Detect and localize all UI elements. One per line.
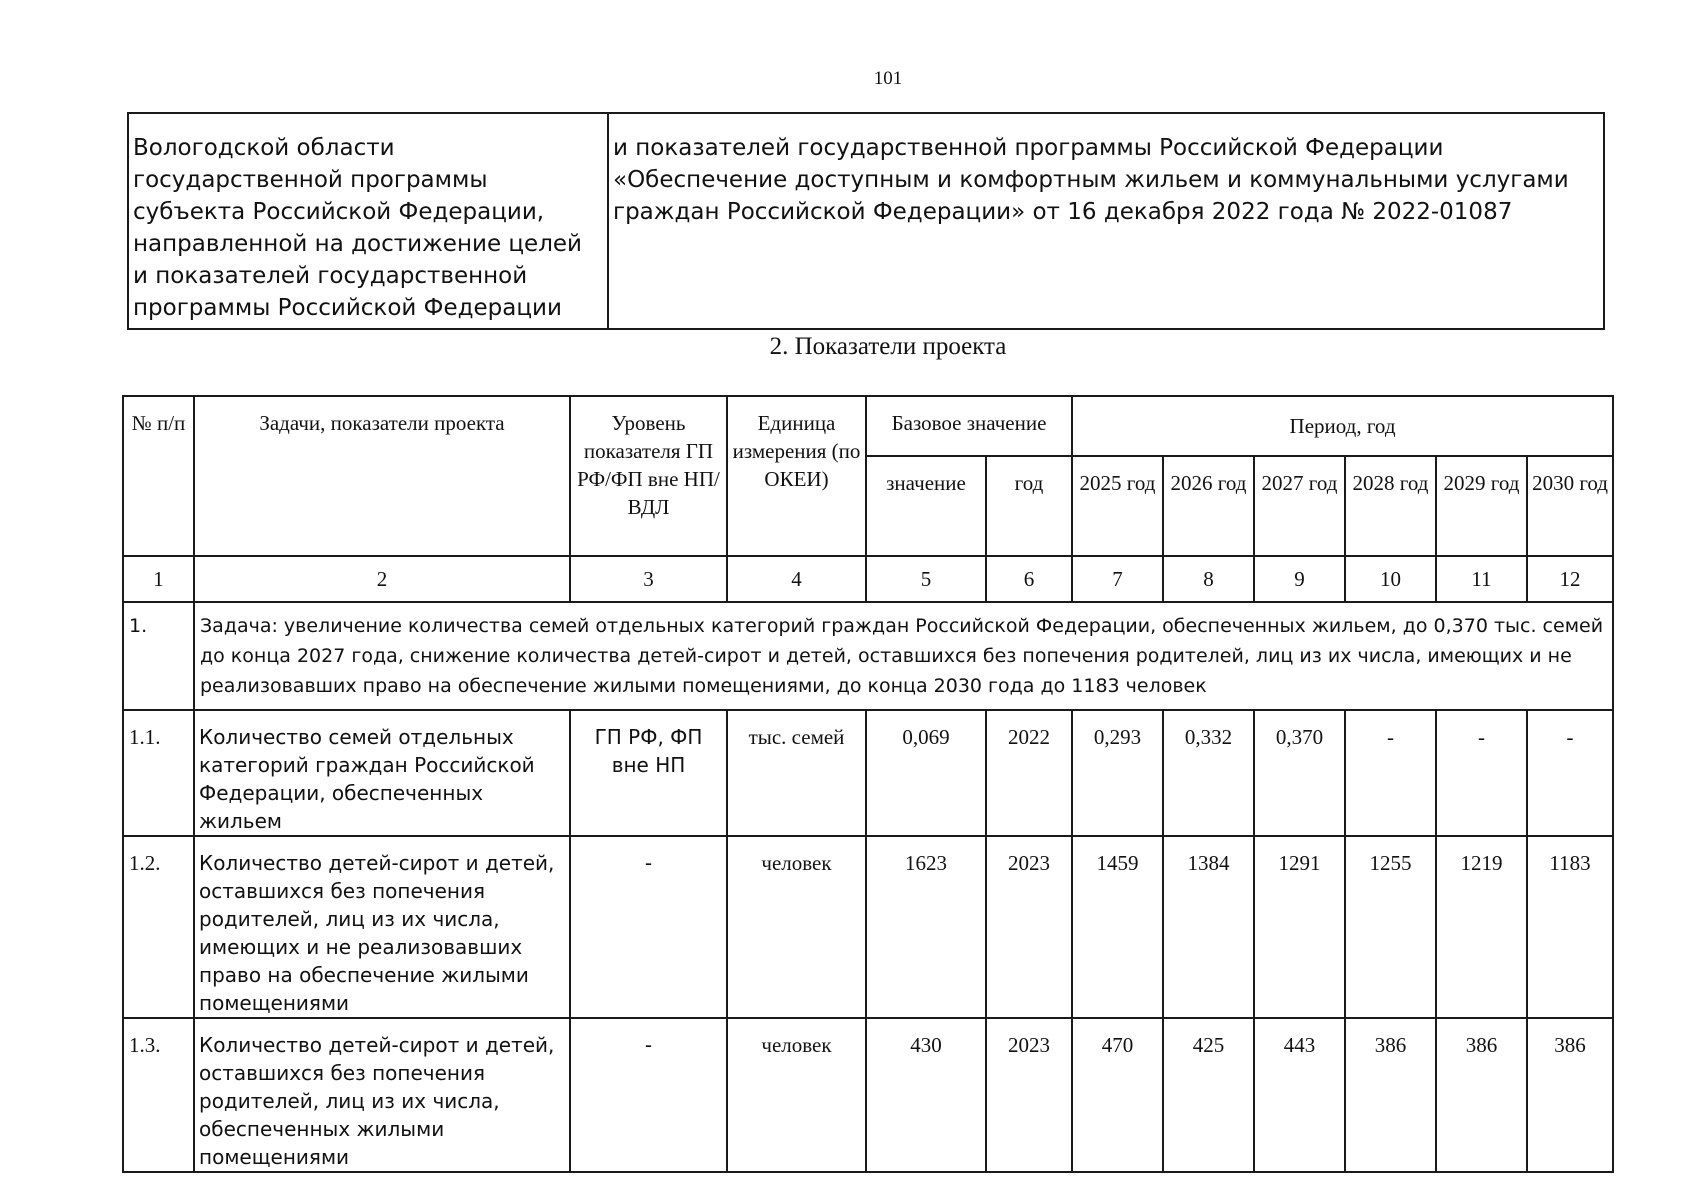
row-base-year: 2023 bbox=[986, 1018, 1072, 1172]
row-value: - bbox=[1436, 710, 1527, 836]
row-num: 1.3. bbox=[123, 1018, 194, 1172]
row-value: 470 bbox=[1072, 1018, 1163, 1172]
row-value: 386 bbox=[1345, 1018, 1436, 1172]
header-tasks: Задачи, показатели проекта bbox=[194, 396, 570, 556]
row-level: ГП РФ, ФП вне НП bbox=[570, 710, 727, 836]
row-value: 0,370 bbox=[1254, 710, 1345, 836]
row-value: 1291 bbox=[1254, 836, 1345, 1018]
row-level: - bbox=[570, 1018, 727, 1172]
row-value: 386 bbox=[1527, 1018, 1613, 1172]
header-year-2029: 2029 год bbox=[1436, 456, 1527, 556]
header-base-year: год bbox=[986, 456, 1072, 556]
column-number: 12 bbox=[1527, 556, 1613, 602]
row-value: 1384 bbox=[1163, 836, 1254, 1018]
task-text: Задача: увеличение количества семей отдельных категорий граждан Российской Федерации, обеспеченных жильем, до 0,370 тыс. семей до конца 2027 года, снижение количества детей-сирот и детей, оставшихся без попечения родителей, лиц из их числа, имеющих и не реализовавших право на обеспечение жилыми помещениями, до конца 2030 года до 1183 человек bbox=[194, 602, 1613, 710]
column-number: 3 bbox=[570, 556, 727, 602]
header-year-2025: 2025 год bbox=[1072, 456, 1163, 556]
column-number: 9 bbox=[1254, 556, 1345, 602]
row-value: 443 bbox=[1254, 1018, 1345, 1172]
program-info-row bbox=[128, 113, 1604, 329]
header-year-2028: 2028 год bbox=[1345, 456, 1436, 556]
row-value: 386 bbox=[1436, 1018, 1527, 1172]
header-year-2030: 2030 год bbox=[1527, 456, 1613, 556]
row-level: - bbox=[570, 836, 727, 1018]
table-row bbox=[123, 1018, 1613, 1172]
header-base: Базовое значение bbox=[866, 396, 1072, 456]
row-value: 1219 bbox=[1436, 836, 1527, 1018]
column-number: 6 bbox=[986, 556, 1072, 602]
row-unit: человек bbox=[727, 836, 866, 1018]
page-number: 101 bbox=[873, 68, 903, 89]
row-num: 1.2. bbox=[123, 836, 194, 1018]
row-value: 1459 bbox=[1072, 836, 1163, 1018]
column-number: 2 bbox=[194, 556, 570, 602]
row-base-year: 2022 bbox=[986, 710, 1072, 836]
row-value: 425 bbox=[1163, 1018, 1254, 1172]
header-base-value: значение bbox=[866, 456, 986, 556]
header-level: Уровень показателя ГП РФ/ФП вне НП/ВДЛ bbox=[570, 396, 727, 556]
header-year-2026: 2026 год bbox=[1163, 456, 1254, 556]
row-name: Количество семей отдельных категорий граждан Российской Федерации, обеспеченных жильем bbox=[194, 710, 570, 836]
row-base-value: 1623 bbox=[866, 836, 986, 1018]
program-info-left: Вологодской области государственной программы субъекта Российской Федерации, направленной на достижение целей и показателей государственной программы Российской Федерации bbox=[128, 113, 608, 329]
row-base-year: 2023 bbox=[986, 836, 1072, 1018]
row-value: 1255 bbox=[1345, 836, 1436, 1018]
indicators-table bbox=[122, 395, 1614, 1173]
row-unit: тыс. семей bbox=[727, 710, 866, 836]
row-value: - bbox=[1345, 710, 1436, 836]
row-base-value: 430 bbox=[866, 1018, 986, 1172]
row-value: 0,332 bbox=[1163, 710, 1254, 836]
column-number: 1 bbox=[123, 556, 194, 602]
header-unit: Единица измерения (по ОКЕИ) bbox=[727, 396, 866, 556]
column-number: 10 bbox=[1345, 556, 1436, 602]
table-row bbox=[123, 836, 1613, 1018]
column-number: 8 bbox=[1163, 556, 1254, 602]
column-number: 7 bbox=[1072, 556, 1163, 602]
row-name: Количество детей-сирот и детей, оставшихся без попечения родителей, лиц из их числа, обеспеченных жилыми помещениями bbox=[194, 1018, 570, 1172]
row-base-value: 0,069 bbox=[866, 710, 986, 836]
header-row-1 bbox=[123, 396, 1613, 456]
row-value: 0,293 bbox=[1072, 710, 1163, 836]
task-row bbox=[123, 602, 1613, 710]
program-info-table bbox=[127, 112, 1605, 330]
header-num: № п/п bbox=[123, 396, 194, 556]
header-year-2027: 2027 год bbox=[1254, 456, 1345, 556]
column-number: 4 bbox=[727, 556, 866, 602]
row-name: Количество детей-сирот и детей, оставшихся без попечения родителей, лиц из их числа, имеющих и не реализовавших право на обеспечение жилыми помещениями bbox=[194, 836, 570, 1018]
row-unit: человек bbox=[727, 1018, 866, 1172]
task-num: 1. bbox=[123, 602, 194, 710]
column-number: 5 bbox=[866, 556, 986, 602]
header-period: Период, год bbox=[1072, 396, 1613, 456]
program-info-right: и показателей государственной программы Российской Федерации «Обеспечение доступным и комфортным жильем и коммунальными услугами граждан Российской Федерации» от 16 декабря 2022 года № 2022-01087 bbox=[608, 113, 1604, 329]
column-numbers-row bbox=[123, 556, 1613, 602]
table-row bbox=[123, 710, 1613, 836]
row-value: 1183 bbox=[1527, 836, 1613, 1018]
row-value: - bbox=[1527, 710, 1613, 836]
column-number: 11 bbox=[1436, 556, 1527, 602]
section-title: 2. Показатели проекта bbox=[769, 333, 1007, 360]
row-num: 1.1. bbox=[123, 710, 194, 836]
